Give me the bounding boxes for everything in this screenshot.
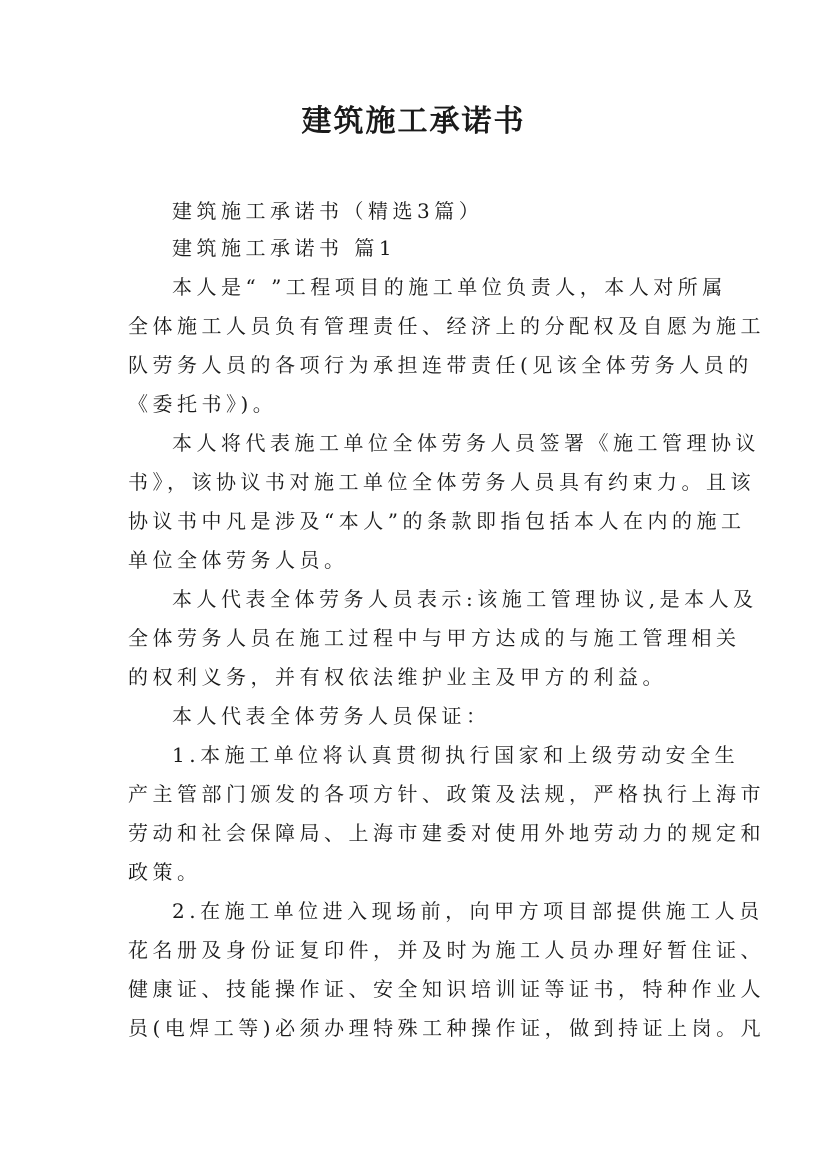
paragraph-line: 全体劳务人员在施工过程中与甲方达成的与施工管理相关: [128, 626, 741, 650]
paragraph-line: 队劳务人员的各项行为承担连带责任(见该全体劳务人员的: [128, 353, 753, 377]
section-heading: 建筑施工承诺书 篇1: [172, 236, 397, 260]
paragraph-line: 协议书中凡是涉及“本人”的条款即指包括本人在内的施工: [128, 509, 746, 533]
paragraph-line: 政策。: [128, 860, 202, 884]
paragraph-line: 全体施工人员负有管理责任、经济上的分配权及自愿为施工: [128, 314, 765, 338]
subtitle-line: 建筑施工承诺书（精选3篇）: [172, 199, 484, 223]
paragraph-line: 本人是“ ”工程项目的施工单位负责人，本人对所属: [172, 275, 727, 299]
paragraph-line: 花名册及身份证复印件，并及时为施工人员办理好暂住证、: [128, 938, 765, 962]
paragraph-line: 员(电焊工等)必须办理特殊工种操作证，做到持证上岗。凡: [128, 1016, 766, 1040]
paragraph-line: 劳动和社会保障局、上海市建委对使用外地劳动力的规定和: [128, 821, 765, 845]
paragraph-line: 的权利义务，并有权依法维护业主及甲方的利益。: [128, 665, 667, 689]
document-title: 建筑施工承诺书: [301, 104, 526, 139]
paragraph-line: 《委托书》)。: [128, 392, 278, 416]
paragraph-line: 本人代表全体劳务人员保证：: [172, 704, 491, 728]
paragraph-line: 本人将代表施工单位全体劳务人员签署《施工管理协议: [172, 431, 760, 455]
paragraph-line: 健康证、技能操作证、安全知识培训证等证书，特种作业人: [128, 977, 765, 1001]
paragraph-line: 2.在施工单位进入现场前，向甲方项目部提供施工人员: [172, 899, 764, 923]
paragraph-line: 书》，该协议书对施工单位全体劳务人员具有约束力。且该: [128, 470, 755, 494]
paragraph-line: 本人代表全体劳务人员表示:该施工管理协议,是本人及: [172, 587, 758, 611]
paragraph-line: 单位全体劳务人员。: [128, 548, 349, 572]
paragraph-line: 1.本施工单位将认真贯彻执行国家和上级劳动安全生: [172, 743, 740, 767]
paragraph-line: 产主管部门颁发的各项方针、政策及法规，严格执行上海市: [128, 782, 765, 806]
